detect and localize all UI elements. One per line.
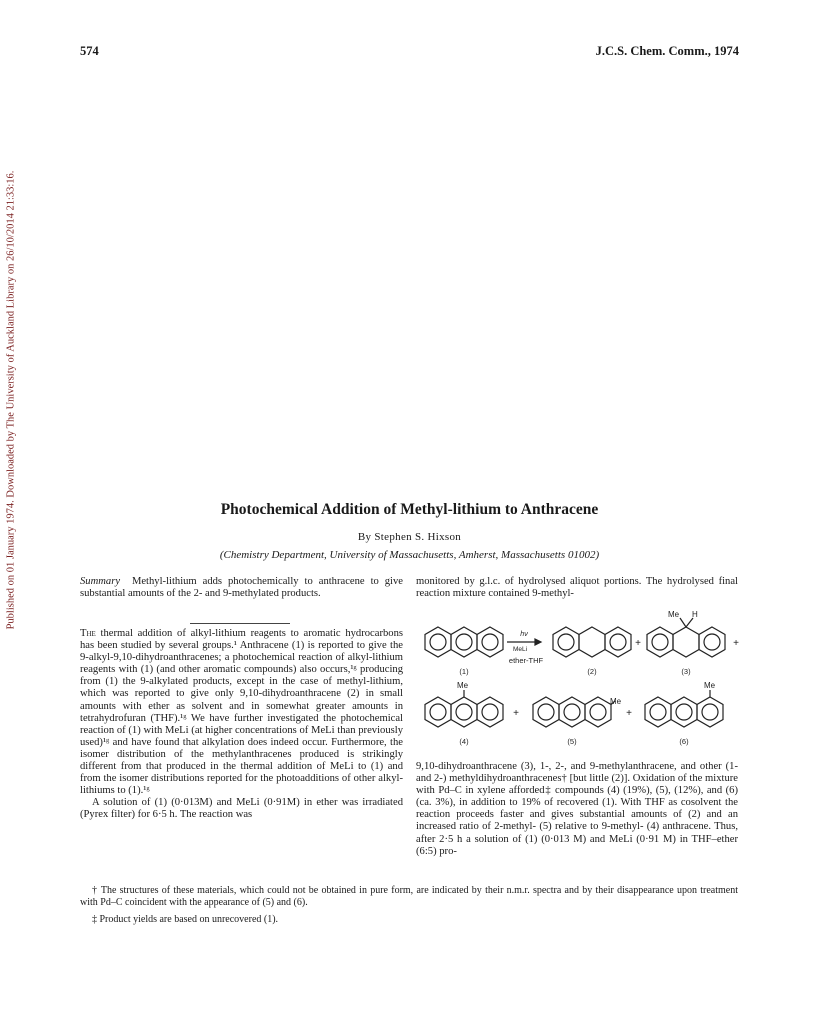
me-substituent: Me — [610, 697, 622, 706]
summary-label: Summary — [80, 576, 121, 587]
9-methylanthracene-structure — [425, 690, 503, 727]
right-column-top: monitored by g.l.c. of hydrolysed aliquot portions. The hydrolysed final reaction mixture contained 9-methyl- — [416, 576, 738, 600]
dropcap-lead: The — [80, 628, 96, 639]
summary-divider — [190, 623, 290, 624]
plus-sign: + — [626, 708, 632, 719]
plus-sign: + — [513, 708, 519, 719]
me-substituent: Me — [668, 610, 680, 619]
me-substituent: Me — [457, 681, 469, 690]
compound-label: (3) — [681, 667, 691, 676]
journal-header: J.C.S. Chem. Comm., 1974 — [595, 44, 739, 58]
h-substituent: H — [692, 610, 698, 619]
watermark-text: Published on 01 January 1974. Downloaded by The University of Auckland Library on 26/10/2014 21:33:16. — [5, 170, 17, 630]
me-substituent: Me — [704, 681, 716, 690]
compound-label: (5) — [567, 737, 577, 746]
page-number: 574 — [80, 44, 99, 58]
summary-block — [80, 576, 403, 600]
compound-label: (4) — [459, 737, 469, 746]
arrow-label-solvent: ether-THF — [508, 656, 544, 665]
footnote-double-dagger: ‡ Product yields are based on unrecovered (1). — [92, 914, 279, 925]
plus-sign: + — [635, 638, 641, 649]
plus-sign: + — [733, 638, 739, 649]
footnote-dagger: † The structures of these materials, which could not be obtained in pure form, are indicated by their n.m.r. spectra and by their disappearance upon treatment with Pd–C coincident with the appearance of (5) and (6). — [80, 885, 738, 908]
2-methylanthracene-structure — [533, 697, 615, 727]
paragraph-2: A solution of (1) (0·013M) and MeLi (0·91M) in ether was irradiated (Pyrex filter) for 6·5 h. The reaction was — [80, 797, 403, 821]
paragraph-1: thermal addition of alkyl-lithium reagents to aromatic hydrocarbons has been studied by several groups.¹ Anthracene (1) is reported to give the 9-alkyl-9,10-dihydroanthracenes; a photochemical reaction of alkyl-lithium reagents with (1) (and other aromatic compounds) also occurs,¹ᵍ producing from (1) the 9-alkylated products, except in the case of methyl-lithium, which was reported to give only 9,10-dihydroanthracene (2) in small amounts with ether as solvent and in somewhat greater amounts in tetrahydrofuran (THF).¹ᵍ We have further investigated the photochemical reaction of (1) with MeLi (at higher concentrations of MeLi than previously used)¹ᵍ and have found that alkylation does indeed occur. Furthermore, the isomer distribution of the methylanthracenes produced is strikingly different from that produced in the thermal addition of MeLi to (1) and from the isomer distributions reported for the photoadditions of other alkyl-lithiums to (1).¹ᵍ — [80, 628, 403, 797]
arrow-label-hv: hν — [520, 631, 528, 638]
methyl-dihydroanthracene-structure — [647, 618, 725, 657]
article-affiliation: (Chemistry Department, University of Massachusetts, Amherst, Massachusetts 01002) — [219, 549, 600, 561]
1-methylanthracene-structure — [645, 690, 723, 727]
compound-label: (2) — [587, 667, 597, 676]
compound-label: (1) — [459, 667, 469, 676]
arrow-label-meli: MeLi — [512, 646, 528, 653]
right-column-body: 9,10-dihydroanthracene (3), 1-, 2-, and 9-methylanthracene, and other (1- and 2-) methyldihydroanthracenes† [but little (2)]. Oxidation of the mixture with Pd–C in xylene afforded‡ compounds (4) (19%), (5), (12%), and (6) (ca. 3%), in addition to 19% of recovered (1). With THF as cosolvent the reaction proceeds faster and gives substantial amounts of (2) and an increased ratio of 2-methyl- (5) relative to 9-methyl- (4) anthracene. Thus, after 2·5 h a solution of (1) (0·013 M) and MeLi (0·91 M) in THF–ether (6:5) pro- — [416, 761, 738, 857]
article-title: Photochemical Addition of Methyl-lithium to Anthracene — [220, 501, 599, 518]
left-column-body — [80, 628, 403, 822]
compound-label: (6) — [679, 737, 689, 746]
article-author: By Stephen S. Hixson — [357, 531, 462, 543]
anthracene-structure — [425, 627, 503, 657]
dihydroanthracene-structure — [553, 627, 631, 657]
download-watermark — [4, 160, 18, 640]
summary-text: Methyl-lithium adds photochemically to anthracene to give substantial amounts of the 2- and 9-methylated products. — [80, 576, 403, 600]
